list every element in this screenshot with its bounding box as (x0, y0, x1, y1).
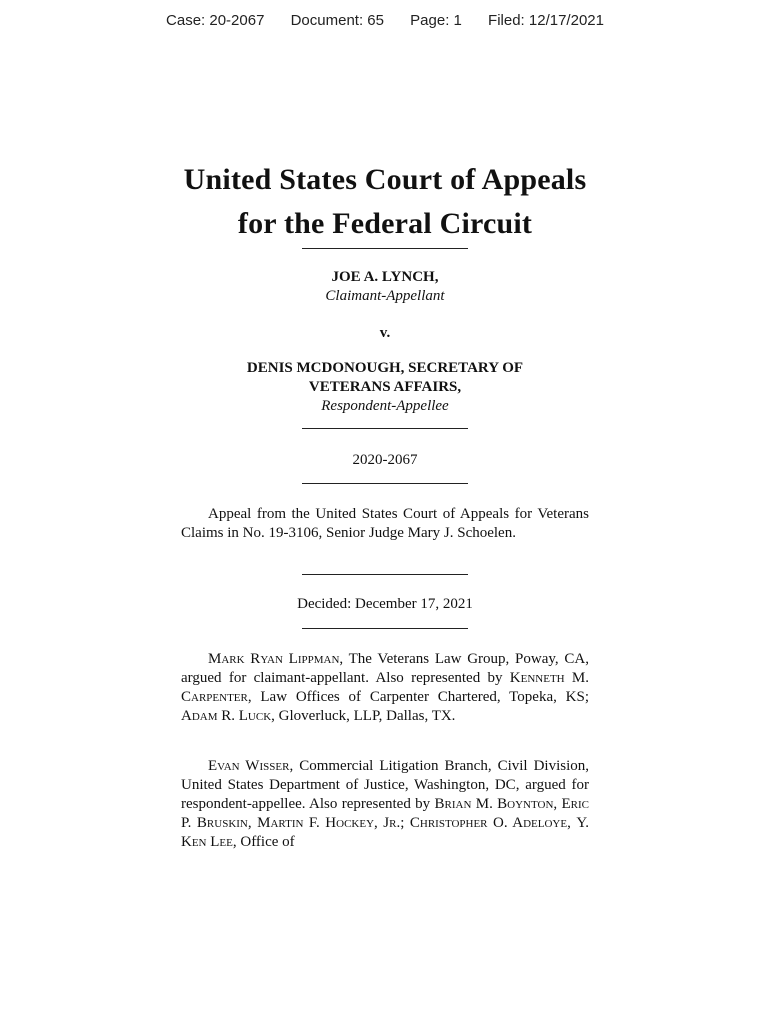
attorney-name: Brian M. Boynton (434, 796, 554, 812)
divider (302, 428, 468, 429)
appellee-name-line-2: VETERANS AFFAIRS, (308, 379, 462, 395)
divider (302, 628, 468, 629)
attorney-name: Evan Wisser (208, 758, 290, 774)
counsel-text: , (567, 815, 577, 831)
court-title (0, 158, 770, 246)
appeal-text: Appeal from the United States Court of Appeals for Veterans Claims in No. 19-3106, Senior Judge Mary J. Schoelen. (181, 506, 589, 541)
appellant-name: JOE A. LYNCH, (331, 269, 439, 285)
counsel-text: , Law Offices of Carpenter Chartered, Topeka, KS; (247, 689, 589, 705)
divider (302, 483, 468, 484)
appellant-block (0, 268, 770, 306)
appellee-role: Respondent-Appellee (321, 398, 449, 414)
divider (302, 248, 468, 249)
filed-date: Filed: 12/17/2021 (488, 12, 604, 29)
appellant-role: Claimant-Appellant (325, 288, 445, 304)
case-number: Case: 20-2067 (166, 12, 265, 29)
attorney-name: Adam R. Luck (181, 708, 272, 724)
counsel-text: , Gloverluck, LLP, Dallas, TX. (271, 708, 456, 724)
attorney-name: Y. Ken Lee (181, 815, 589, 850)
docket-number: 2020-2067 (352, 452, 418, 468)
attorney-name: Christopher O. Adeloye (409, 815, 568, 831)
document-number: Document: 65 (290, 12, 384, 29)
attorney-name: Martin F. Hockey, Jr. (257, 815, 401, 831)
attorney-name: Mark Ryan Lippman (208, 651, 340, 667)
versus: v. (379, 325, 391, 341)
attorney-name: Eric P. Bruskin (181, 796, 590, 831)
page-number: Page: 1 (410, 12, 462, 29)
divider (302, 574, 468, 575)
appeal-paragraph (181, 505, 589, 543)
counsel-text: , (553, 796, 562, 812)
attorney-name: Kenneth M. Carpenter (181, 670, 589, 705)
counsel-paragraph-1 (181, 650, 589, 726)
counsel-text: , Office of (232, 834, 295, 850)
counsel-text: , The Veterans Law Group, Poway, CA, argued for claimant-appellant. Also represented by (181, 651, 589, 686)
appellee-name-line-1: DENIS MCDONOUGH, SECRETARY OF (246, 360, 524, 376)
counsel-text: , Commercial Litigation Branch, Civil Division, United States Department of Justice, Washington, DC, argued for respondent-appellee. Also represented by (181, 758, 590, 812)
decided-date: Decided: December 17, 2021 (297, 596, 473, 612)
appellee-block (0, 359, 770, 416)
court-title-line-2: for the Federal Circuit (237, 207, 533, 240)
court-title-line-1: United States Court of Appeals (183, 163, 587, 196)
counsel-text: ; (400, 815, 410, 831)
filing-header (0, 12, 770, 29)
counsel-text: , (247, 815, 258, 831)
counsel-paragraph-2 (181, 757, 589, 852)
